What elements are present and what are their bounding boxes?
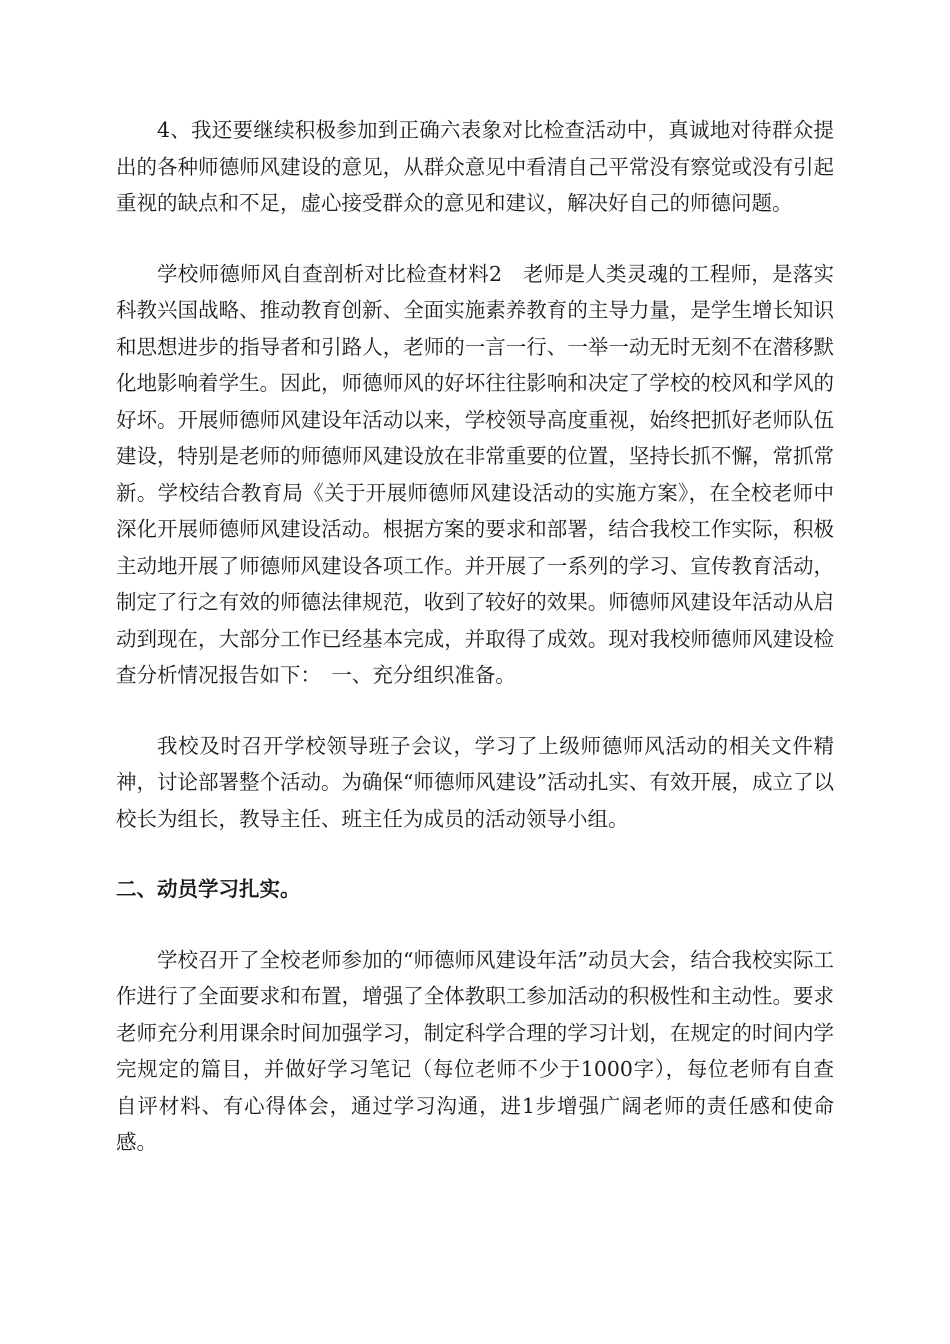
paragraph-self-check-report: 学校师德师风自查剖析对比检查材料2 老师是人类灵魂的工程师，是落实科教兴国战略、推动教育创新、全面实施素养教育的主导力量，是学生增长知识和思想进步的指导者和引路人，老师的一言一行、一举一动无时无刻不在潜移默化地影响着学生。因此，师德师风的好坏往往影响和决定了学校的校风和学风的好坏。开展师德师风建设年活动以来，学校领导高度重视，始终把抓好老师队伍建设，特别是老师的师德师风建设放在非常重要的位置，坚持长抓不懈，常抓常新。学校结合教育局《关于开展师德师风建设活动的实施方案》，在全校老师中深化开展师德师风建设活动。根据方案的要求和部署，结合我校工作实际，积极主动地开展了师德师风建设各项工作。并开展了一系列的学习、宣传教育活动，制定了行之有效的师德法律规范，收到了较好的效果。师德师风建设年活动从启动到现在，大部分工作已经基本完成，并取得了成效。现对我校师德师风建设检查分析情况报告如下： 一、充分组织准备。 <box>116 261 834 687</box>
document-page <box>116 112 834 1175</box>
paragraph-mobilization-study: 学校召开了全校老师参加的“师德师风建设年活”动员大会，结合我校实际工作进行了全面要求和布置，增强了全体教职工参加活动的积极性和主动性。要求老师充分利用课余时间加强学习，制定科学合理的学习计划，在规定的时间内学完规定的篇目，并做好学习笔记（每位老师不少于1000字），每位老师有自查自评材料、有心得体会，通过学习沟通，进1步增强广阔老师的责任感和使命感。 <box>116 947 834 1154</box>
paragraph-leadership-meeting: 我校及时召开学校领导班子会议，学习了上级师德师风活动的相关文件精神，讨论部署整个活动。为确保“师德师风建设”活动扎实、有效开展，成立了以校长为组长，教导主任、班主任为成员的活动领导小组。 <box>116 733 834 831</box>
section-heading-mobilization: 二、动员学习扎实。 <box>116 877 301 901</box>
paragraph-self-improvement: 4、我还要继续积极参加到正确六表象对比检查活动中，真诚地对待群众提出的各种师德师风建设的意见，从群众意见中看清自己平常没有察觉或没有引起重视的缺点和不足，虚心接受群众的意见和建议，解决好自己的师德问题。 <box>116 118 834 215</box>
